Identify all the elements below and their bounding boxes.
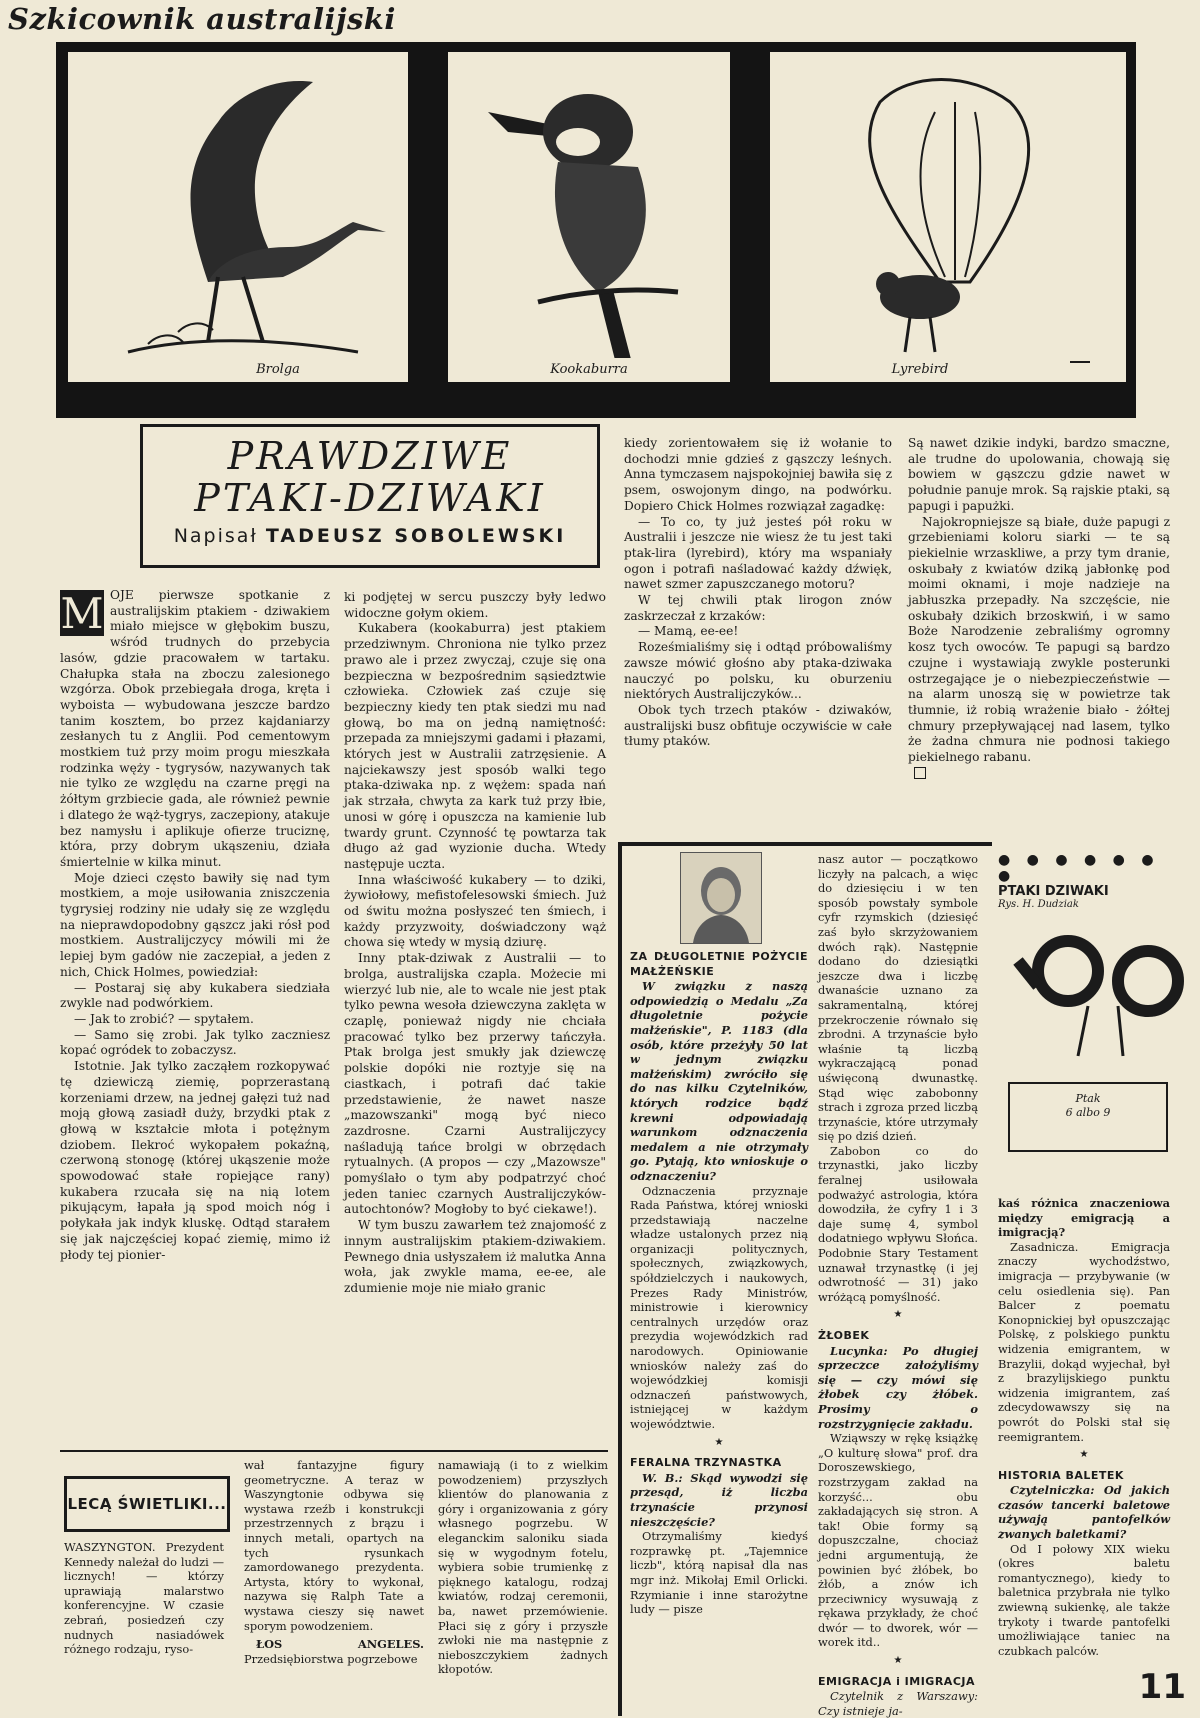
paragraph: kiedy zorientowałem się iż wołanie to dochodzi mnie gdzieś z gąszczy leśnych. Anna tymczasem najspokojniej bawiła się z psem, oswojonym dingo, na podwórku. Dopiero Chick Holmes rozwiązał zagadkę: — [624, 436, 892, 513]
advice-answer: Otrzymaliśmy kiedyś rozprawkę pt. „Tajemnice liczb", którą napisał dla nas mgr inż. Mikołaj Emil Orlicki. Rzymianie i inne starożytne ludy — pisze — [630, 1529, 808, 1617]
cartoon — [998, 852, 1188, 1182]
advice-column-a — [630, 852, 808, 1617]
section-title: Szkicownik australijski — [8, 2, 396, 36]
advice-answer: Wziąwszy w rękę książkę „O kulturę słowa" prof. dra Doroszewskiego, rozstrzygam zakład na korzyść... obu zakładających się stron. A tak! Obie formy są dopuszczalne, chociaż jedni argumentują, że powinien być żłóbek, bo żłób, a znów ich przeciwnicy wysuwają z rękawa przykłady, że choć dwór — to dworek, wór — worek itd.. — [818, 1431, 978, 1650]
paragraph: — Postaraj się aby kukabera siedziała zwykle nad podwórkiem. — [60, 980, 330, 1011]
bird-six-nine-icon — [998, 916, 1188, 1066]
lyrebird-illustration — [770, 52, 1126, 382]
brolga-icon — [68, 52, 408, 382]
star-divider: ★ — [714, 1436, 724, 1448]
advice-heading: FERALNA TRZYNASTKA — [630, 1456, 782, 1470]
paragraph: Są nawet dzikie indyki, bardzo smaczne, ale trudne do upolowania, chowają się bowiem w gąszczu gdzie nawet w południe panuje mrok. Są rajskie ptaki, są papugi i papużki. — [908, 436, 1170, 513]
leca-swietliki-box: LECĄ ŚWIETLIKI... — [64, 1476, 230, 1532]
advice-question: Lucynka: Po długiej sprzeczce założyliśmy się — czy mówi się żłobek czy żłóbek. Prosimy o rozstrzygnięcie zakładu. — [818, 1343, 978, 1431]
paragraph: WASZYNGTON. Prezydent Kennedy należał do ludzi — licznych! — którzy uprawiają malarstwo konferencyjne. W czasie zebrań, posiedzeń czy nudnych nasiadówek różnego rodzaju, ryso- — [64, 1540, 224, 1657]
article-column-2 — [344, 590, 606, 1297]
paragraph: ki podjętej w sercu puszczy były ledwo widoczne gołym okiem. — [344, 590, 606, 620]
illustration-band — [56, 42, 1136, 418]
advice-answer: Od I połowy XIX wieku (okres baletu romantycznego), kiedy to baletnica przybrała nie tylko zwiewną sukienkę, ale także trykoty i twarde pantofelki umożliwiające taniec na czubkach palców. — [998, 1541, 1170, 1658]
advice-question: Czytelniczka: Od jakich czasów tancerki baletowe używają pantofelków zwanych baletkami? — [998, 1483, 1170, 1542]
city-heading: ŁOS ANGELES. — [256, 1637, 424, 1652]
brolga-caption: Brolga — [148, 358, 408, 382]
paragraph: W tym buszu zawarłem też znajomość z innym australijskim ptakiem-dziwakiem. Pewnego dnia usłyszałem iż malutka Anna woła, jak zwykle mama, ee-ee, ale zdumienie moje nie miało granic — [344, 1218, 606, 1295]
paragraph: — Jak to zrobić? — spytałem. — [74, 1011, 254, 1026]
star-divider: ★ — [893, 1655, 903, 1667]
page-number: 11 — [1138, 1667, 1186, 1707]
lyrebird-icon — [770, 52, 1126, 382]
box-label-line2: 6 albo 9 — [1065, 1106, 1111, 1119]
paragraph: Istotnie. Jak tylko zacząłem rozkopywać tę dziewiczą ziemię, poprzerastaną korzeniami drzew, na jednej gałęzi tuż nad moją głową zasiadł duży, brzydki ptak z głową w kształcie młota i potężnym dziobem. Ilekroć wykopałem pokaźną, czerwoną stonogę (której ukąszenie może spowodować stałe ropiejące rany) kukabera rzucała się na nią lotem pikującym, łapała ją spod moich nóg i połykała jak indyk kluskę. Odtąd starałem się jak najczęściej kopać ziemię, mimo iż płody tej pionier- — [60, 1059, 330, 1262]
leca-column-1 — [64, 1540, 224, 1657]
article-title-line1: PRAWDZIWE — [227, 434, 513, 478]
cartoon-title: PTAKI DZIWAKI — [998, 884, 1109, 899]
end-of-article-icon — [914, 767, 926, 779]
cartoon-box — [1008, 1082, 1168, 1152]
woman-portrait-icon — [681, 853, 761, 943]
paragraph: Moje dzieci często bawiły się nad tym mostkiem, a moje usiłowania zniszczenia tygrysiej rodziny nie udały się ze względu na nieprawdopodobny gąszcz jaki rósł pod mostkiem. Australijczycy mówili mi że lepiej bym gadów nie zaczepiał, a jeden z nich, Chick Holmes, powiedział: — [60, 870, 330, 979]
leca-column-3 — [438, 1458, 608, 1677]
star-divider: ★ — [1079, 1449, 1089, 1461]
article-column-4 — [908, 436, 1170, 781]
paragraph: Inna właściwość kukabery — to dziki, żywiołowy, mefistofelesowski śmiech. Już od świtu można posłyszeć ten śmiech, i każdy przyzwoity, doświadczony wąż chowa się wtedy w mysią dziurę. — [344, 872, 606, 950]
leca-column-2 — [244, 1458, 424, 1666]
box-label-line1: Ptak — [1075, 1092, 1101, 1105]
paragraph: W tej chwili ptak lirogon znów zaskrzeczał z krzaków: — [624, 593, 892, 623]
kookaburra-icon — [448, 52, 730, 382]
article-column-3 — [624, 436, 892, 750]
paragraph: namawiają (i to z wielkim powodzeniem) przyszłych klientów do planowania z góry i organizowania z góry własnego pogrzebu. W eleganckim saloniku siada się w wygodnym fotelu, wybiera sobie trumienkę z pięknego katalogu, rodzaj kwiatów, rodzaj ceremonii, ba, nawet przemówienie. Płaci się z góry i przyszłe zwłoki nie ma następnie z nieboszczykiem żadnych kłopotów. — [438, 1458, 608, 1677]
advice-heading: ŻŁOBEK — [818, 1329, 870, 1342]
paragraph: Inny ptak-dziwak z Australii — to brolga, australijska czapla. Możecie mi wierzyć lub nie, ale to wcale nie jest ptak tylko pewna wesoła dziewczyna zaklęta w czaplę, ponieważ nigdy nie chciała pracować tylko bez przerwy tańczyła. Ptak brolga jest smukły jak dziewczę polskie dopóki nie roztyje się na ciastkach, i potrafi dać takie przedstawienie, że nawet nasze „mazowszanki" mogą być nieco zazdrosne. Czarni Australijczycy naśladują tańce brolgi w obrzędach rytualnych. (A propos — czy „Mazowsze" pomyślało o tym aby podpatrzyć choć jeden taniec czarnych Australijczyków-autochtonów? Mogłoby to być ciekawe!). — [344, 951, 606, 1217]
divider — [60, 1450, 608, 1452]
kookaburra-illustration — [448, 52, 730, 382]
advice-question: kaś różnica znaczeniowa między emigracją a imigracją? — [998, 1196, 1170, 1240]
byline-prefix: Napisał — [173, 525, 258, 547]
dots-decoration: ● ● ● ● ● ● ● — [998, 852, 1160, 884]
paragraph: — Samo się zrobi. Jak tylko zaczniesz kopać ogródek to zobaczysz. — [60, 1027, 330, 1058]
paragraph: Kukabera (kookaburra) jest ptakiem przedziwnym. Chroniona nie tylko przez prawo ale i przez zwyczaj, czuje się ona bezpieczna w bezpośrednim sąsiedztwie człowieka. Człowiek zaś czuje się bezpieczny kiedy ten ptak siedzi mu nad głową, bo ma on jedną namiętność: przepada za mniejszymi gadami i płazami, których jest w Australii zatrzęsienie. A najciekawszy jest sposób walki tego ptaka-dziwaka np. z wężem: spada nań jak strzała, chwyta za kark tuż przy łbie, unosi w górę i opuszcza na kamienie lub twardy grunt. Czynność tę powtarza tak długo aż gad wyzionie ducha. Wtedy następuje uczta. — [344, 621, 606, 871]
article-column-1 — [60, 588, 330, 1263]
advice-column-c — [998, 1196, 1170, 1658]
paragraph: — To co, ty już jesteś pół roku w Australii i jeszcze nie wiesz że tu jest taki ptak-lira (lyrebird), który ma wspaniały ogon i potrafi naśladować każdy dźwięk, nawet szmer zapuszczanego motoru? — [624, 514, 892, 592]
advice-question: W. B.: Skąd wywodzi się przesąd, iż liczba trzynaście przynosi nieszczęście? — [630, 1470, 808, 1529]
paragraph: — Mamą, ee-ee! — [638, 624, 739, 639]
portrait-photo — [680, 852, 762, 944]
advice-heading: HISTORIA BALETEK — [998, 1468, 1124, 1482]
cartoon-credit: Rys. H. Dudziak — [998, 899, 1079, 910]
dropcap: M — [60, 589, 104, 638]
paragraph: Najokropniejsze są białe, duże papugi z grzebieniami koloru siarki — te są piekielnie wrzaskliwe, a przy tym dranie, oskubały z kwiatów dziką jabłonkę pod moimi oknami, i moje nadzieje na jabłuszka przepadły. Na szczęście, nie oskubały dzikich brzoskwiń, i w samo Boże Narodzenie zebraliśmy ogromny kosz tych owoców. Te papugi są bardzo czujne i wystawiają zwykle posterunki ostrzegające je o niebezpieczeństwie — na alarm unoszą się w powietrze tak tłumnie, iż robią wrażenie biało - żółtej chmury przepływającej nad lasem, tylko że żadna chmura nie podnosi takiego piekielnego rabanu. — [908, 514, 1170, 765]
advice-heading: EMIGRACJA i IMIGRACJA — [818, 1674, 975, 1688]
advice-question: Czytelnik z Warszawy: Czy istnieje ja- — [818, 1689, 978, 1718]
paragraph: Przedsiębiorstwa pogrzebowe — [244, 1651, 418, 1666]
paragraph: OJE pierwsze spotkanie z australijskim ptakiem - dziwakiem miało miejsce w głębokim buszu, wśród trudnych do przebycia lasów, gdzie pracowałem w tartaku. Chałupka stała na zboczu zalesionego wzgórza. Obok przebiegała droga, kręta i wyboista — wybudowana jeszcze bardzo tanim kosztem, bo przez kajdaniarzy zesłanych tu z Anglii. Pod cementowym mostkiem tuż przy moim progu mieszkała rodzinka węży - tygrysów, nazywanych tak nie tylko ze względu na czarne pręgi na żółtym grzbiecie gada, ale również pewnie i dlatego że wąż-tygrys, zaczepiony, atakuje bez namysłu i aplikuje ofierze truciznę, która, przy dobrym ukąszeniu, działa śmiertelnie w kilka minut. — [60, 588, 330, 869]
byline — [143, 525, 597, 547]
article-title-line2: PTAKI-DZIWAKI — [194, 476, 546, 520]
paragraph: Roześmialiśmy się i odtąd próbowaliśmy zawsze mówić głośno aby ptaka-dziwaka nauczyć po polsku, ku oburzeniu niektórych Australijczyków... — [624, 640, 892, 702]
advice-column-b — [818, 852, 978, 1718]
paragraph: wał fantazyjne figury geometryczne. A teraz w Waszyngtonie odbywa się wystawa rzeźb i konstrukcji przestrzennych z brązu i innych metali, opartych na tych rysunkach zamordowanego prezydenta. Artysta, który to wykonał, nazywa się Ralph Tate a wystawa cieszy się nawet sporym powodzeniem. — [244, 1458, 424, 1633]
advice-answer: nasz autor — początkowo liczyły na palcach, a więc do dziesięciu i w ten sposób powstały symbole cyfr rzymskich (dziesięć zaś było skrzyżowaniem dwóch rąk). Następnie dodano do dziesiątki jeszcze dwa i liczbę dwanaście uznano za sakramentalną, której przekroczenie równało się zbrodni. A trzynaście było właśnie tą liczbą wykraczającą ponad uświęconą dwunastkę. Stąd więc zabobonny strach i zgroza przed liczbą trzynaście, które utrzymały się po dziś dzień. — [818, 852, 978, 1144]
advice-answer: Zabobon co do trzynastki, jako liczby feralnej usiłowała podważyć astrologia, która dowodziła, że cyfry 1 i 3 daje sumę 4, symbol dodatniego wpływu Słońca. Podobnie Stary Testament uznawał trzynastkę (i jej odwrotność — 31) jako wróżącą pomyślność. — [818, 1143, 978, 1304]
article-title-box — [140, 424, 600, 568]
star-divider: ★ — [893, 1309, 903, 1321]
advice-answer: Odznaczenia przyznaje Rada Państwa, której wnioski przedstawiają naczelne władze ustalonych przez nią organizacji politycznych, społecznych, związkowych, spółdzielczych i naukowych, Prezes Rady Ministrów, ministrowie i kierownicy centralnych urzędów oraz prezydia wojewódzkich rad narodowych. Opiniowanie wniosków należy zaś do wojewódzkiej komisji odznaczeń państwowych, istniejącej w każdym województwie. — [630, 1183, 808, 1431]
paragraph: Obok tych trzech ptaków - dziwaków, australijski busz obfituje oczywiście w całe tłumy ptaków. — [624, 702, 892, 749]
advice-question: W związku z naszą odpowiedzią o Medalu „Za długoletnie pożycie małżeńskie", P. 1183 (dla osób, które przeżyły 50 lat w jednym związku małżeńskim) zwróciło się do nas kilku Czytelników, których rodzice bądź krewni odpowiadają warunkom odznaczenia medalem a nie otrzymały go. Pytają, kto wnioskuje o odznaczeniu? — [630, 979, 808, 1183]
brolga-illustration — [68, 52, 408, 382]
kookaburra-caption: Kookaburra — [448, 358, 730, 382]
advice-heading: ZA DŁUGOLETNIE POŻYCIE MAŁŻEŃSKIE — [630, 950, 808, 978]
lyrebird-caption: Lyrebird — [770, 358, 1070, 382]
advice-answer: Zasadnicza. Emigracja znaczy wychodźstwo, imigracja — przybywanie (w celu osiedlenia się). Pan Balcer z poematu Konopnickiej był opuszczając Polskę, z polskiego punktu widzenia emigrantem, w Brazylii, dokąd wyjechał, był z brazylijskiego punktu widzenia imigrantem, zaś zdecydowawszy się na powrót do Polski stał się reemigrantem. — [998, 1239, 1170, 1444]
byline-name: TADEUSZ SOBOLEWSKI — [265, 525, 567, 547]
